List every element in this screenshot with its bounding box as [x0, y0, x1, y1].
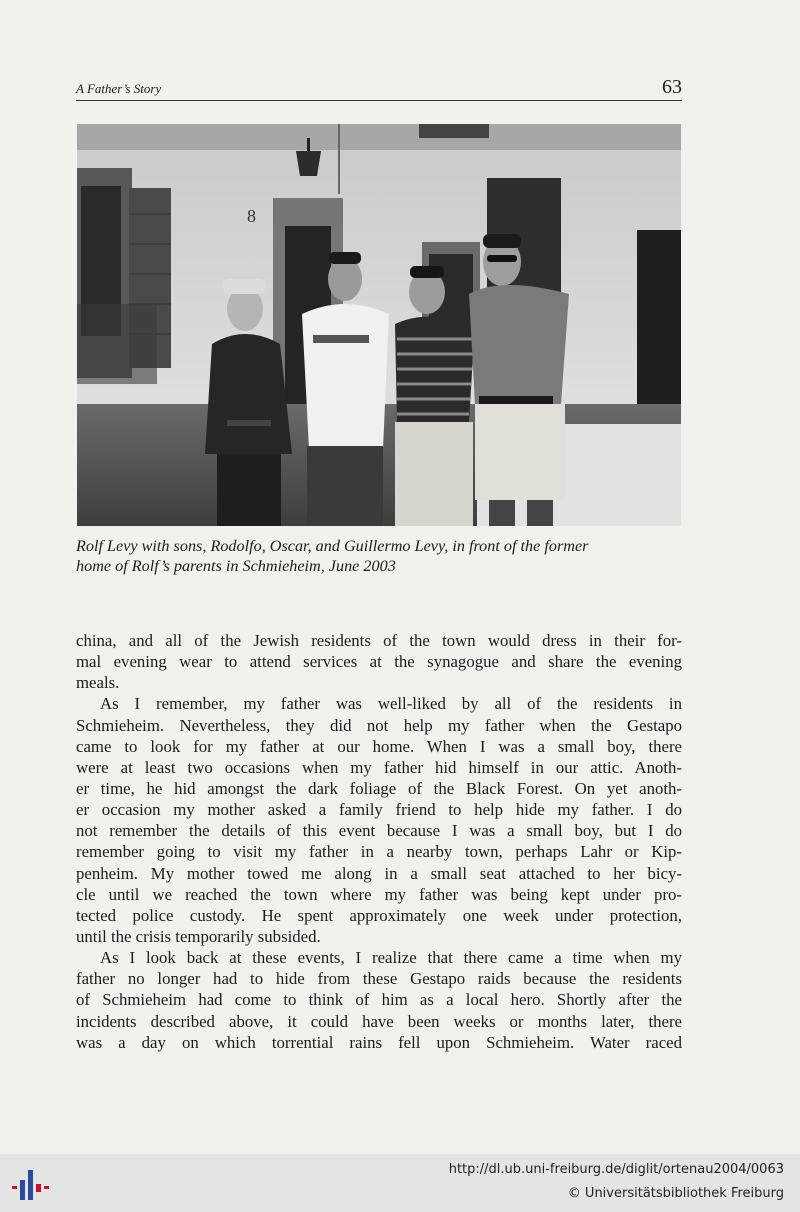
body-text: [76, 630, 682, 1053]
text-line: tected police custody. He spent approximately one week under protection,: [76, 905, 682, 925]
page-number: 63: [662, 76, 682, 98]
text-line: er occasion my mother asked a family friend to help hide my father. I do: [76, 800, 682, 820]
text-line: china, and all of the Jewish residents of the town would dress in their for-: [76, 631, 682, 650]
text-line: meals.: [76, 673, 120, 693]
text-line: of Schmieheim had come to think of him as a local hero. Shortly after the: [76, 990, 682, 1010]
photo-caption: [76, 536, 686, 576]
caption-line: Rolf Levy with sons, Rodolfo, Oscar, and Guillermo Levy, in front of the former: [76, 537, 589, 555]
source-url-link[interactable]: http://dl.ub.uni-freiburg.de/diglit/ortenau2004/0063: [448, 1162, 784, 1177]
text-line: Schmieheim. Nevertheless, they did not help my father when the Gestapo: [76, 715, 682, 735]
text-line: incidents described above, it could have been weeks or months later, there: [76, 1011, 682, 1031]
sunglasses-icon: [487, 255, 517, 262]
text-line: mal evening wear to attend services at the synagogue and share the evening: [76, 652, 682, 672]
page-header: [76, 74, 682, 101]
flower-box: [77, 304, 157, 384]
caption-line: home of Rolf’s parents in Schmieheim, June 2003: [76, 557, 396, 575]
text-line: penheim. My mother towed me along in a small seat attached to her bicy-: [76, 863, 682, 883]
footer-bar: [0, 1154, 800, 1212]
text-line: cle until we reached the town where my father was being kept under pro-: [76, 884, 682, 904]
paragraph-start-line: As I remember, my father was well-liked by all of the residents in: [100, 694, 682, 714]
text-line: came to look for my father at our home. When I was a small boy, there: [76, 736, 682, 756]
text-line: remember going to visit my father in a nearby town, perhaps Lahr or Kip-: [76, 842, 682, 862]
text-line: father no longer had to hide from these Gestapo raids because the residents: [76, 969, 682, 989]
text-line: er time, he hid amongst the dark foliage of the Black Forest. On yet anoth-: [76, 778, 682, 798]
running-title: A Father’s Story: [76, 81, 162, 96]
text-line: not remember the details of this event because I was a small boy, but I do: [76, 821, 682, 841]
text-line: were at least two occasions when my father hid himself in our attic. Anoth-: [76, 757, 682, 777]
paragraph-start-line: As I look back at these events, I realize that there came a time when my: [100, 948, 682, 968]
text-line: was a day on which torrential rains fell upon Schmieheim. Water raced: [76, 1032, 682, 1052]
copyright-notice: © Universitätsbibliothek Freiburg: [567, 1186, 784, 1201]
text-line: until the crisis temporarily subsided.: [76, 926, 321, 946]
ub-freiburg-logo-icon: [12, 1166, 52, 1204]
photo-illustration: [77, 124, 681, 526]
house-number: 8: [247, 206, 256, 226]
photograph: [77, 124, 681, 526]
